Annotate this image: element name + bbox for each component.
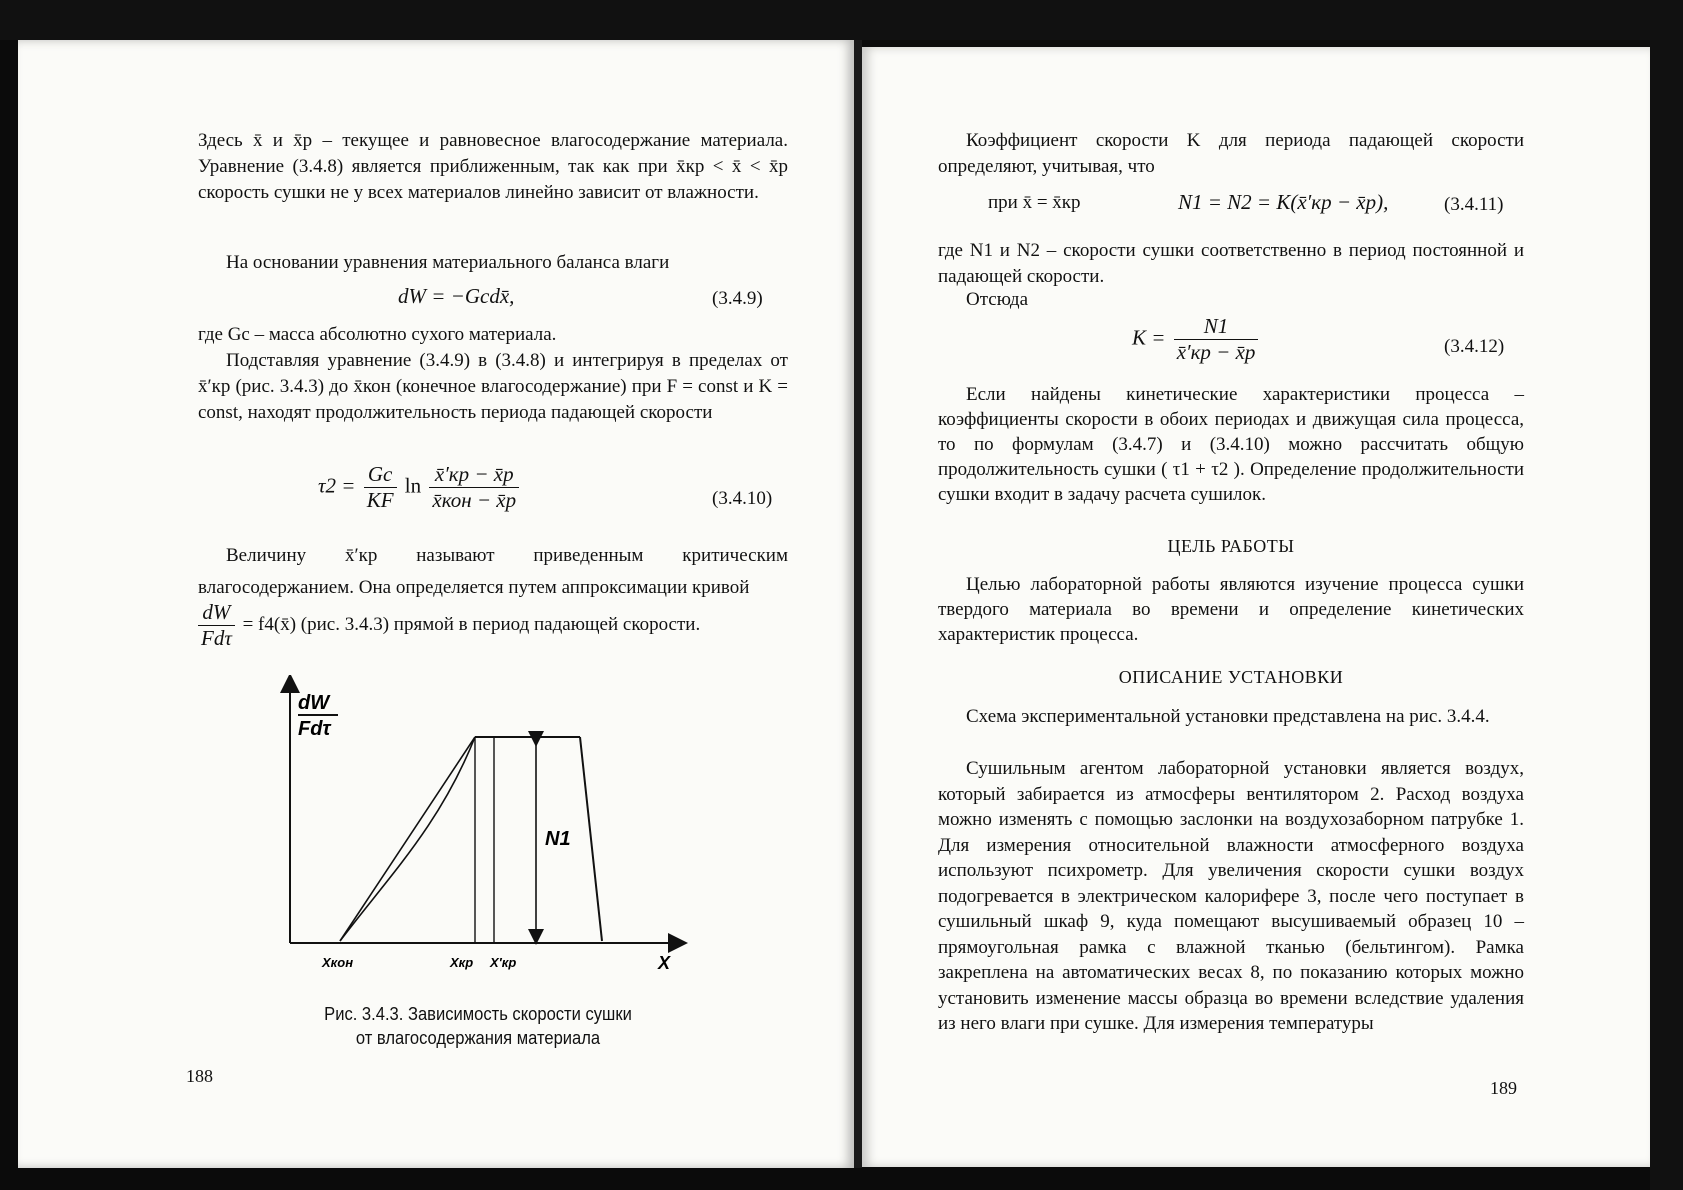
equation-number-3-4-11: (3.4.11) [1444, 194, 1504, 215]
x-axis-label: X [658, 953, 671, 973]
scan-top-edge [0, 0, 1683, 40]
book-gutter [854, 40, 862, 1168]
fraction-numerator: N1 [1174, 314, 1259, 340]
fraction-denominator: x̄кон − x̄p [432, 488, 517, 512]
equation-3-4-11: N1 = N2 = K(x̄′кр − x̄р), [1178, 190, 1389, 214]
right-paragraph-6: Схема экспериментальной установки представлена на рис. 3.4.4. [966, 706, 1490, 727]
fraction-numerator: Gс [364, 462, 397, 488]
equation-3-4-11-condition: при x̄ = x̄кр [988, 192, 1081, 213]
page-number-right: 189 [1490, 1078, 1517, 1098]
falling-edge-line [580, 737, 602, 941]
paragraph-text: = f4(x̄) (рис. 3.4.3) прямой в период падающей скорости. [242, 613, 701, 635]
equation-number-3-4-12: (3.4.12) [1444, 336, 1505, 357]
k-lhs: K = [1132, 325, 1166, 350]
heading-goal: ЦЕЛЬ РАБОТЫ [1167, 536, 1295, 556]
equation-3-4-12 [1132, 314, 1261, 365]
fraction-dw-fdtau [198, 600, 235, 651]
right-paragraph-7: Сушильным агентом лабораторной установки является воздух, который забирается из атмосферы вентилятором 2. Расход воздуха можно изменять с помощью заслонки на воздухозаборном патрубке 1. Для измерения относительной влажности атмосферного воздуха используют психрометр. Для увеличения скорости сушки воздух подогревается в электрическом калорифере 3, после чего поступает в сушильный шкаф 9, куда помещают высушиваемый образец 10 – прямоугольная рамка с влажной тканью (бельтингом). Рамка закреплена на автоматических весах 8, по показанию которых можно установить изменение массы образца во времени вследствие удаления из него влаги при сушке. Для измерения температуры [938, 758, 1524, 1034]
right-paragraph-3: Отсюда [966, 289, 1029, 310]
drying-rate-chart [270, 675, 690, 985]
right-paragraph-4: Если найдены кинетические характеристики процесса – коэффициенты скорости в обоих периодах и движущая сила процесса, то по формулам (3.4.7) и (3.4.10) можно рассчитать общую продолжительность сушки ( τ1 + τ2 ). Определение продолжительности сушки входит в задачу расчета сушилок. [938, 384, 1524, 505]
figure-caption [266, 1002, 689, 1050]
right-paragraph-1: Коэффициент скорости K для периода падающей скорости определяют, учитывая, что [938, 130, 1524, 177]
fraction-denominator: x̄′кр − x̄р [1176, 340, 1256, 364]
left-paragraph-2: На основании уравнения материального баланса влаги [226, 252, 670, 273]
equation-number-3-4-9: (3.4.9) [712, 288, 763, 309]
caption-line-1: Рис. 3.4.3. Зависимость скорости сушки [324, 1004, 632, 1024]
n1-label: N1 [545, 828, 571, 850]
tick-label-xkon: Xкон [322, 955, 354, 970]
tau2-lhs: τ2 = [318, 473, 356, 498]
y-axis-label-denominator: Fdτ [298, 718, 331, 740]
right-paragraph-5: Целью лабораторной работы являются изучение процесса сушки твердого материала во времени и определение кинетических характеристик процесса. [938, 574, 1524, 645]
fraction-numerator: dW [198, 600, 235, 626]
ln-operator: ln [404, 473, 422, 498]
y-axis-label-numerator: dW [298, 692, 330, 714]
scan-right-edge [1650, 40, 1683, 1190]
fraction-denominator: Fdτ [201, 626, 232, 650]
fraction-gc-kf [364, 462, 397, 513]
tick-label-xkr: Xкр [450, 955, 474, 970]
fraction-denominator: KF [366, 488, 394, 512]
equation-3-4-9: dW = −Gсdx̄, [398, 284, 515, 308]
fraction-moisture [429, 462, 519, 513]
fraction-n1 [1174, 314, 1259, 365]
caption-line-2: от влагосодержания материала [355, 1028, 601, 1048]
equation-number-3-4-10: (3.4.10) [712, 488, 773, 509]
heading-setup: ОПИСАНИЕ УСТАНОВКИ [1118, 667, 1344, 687]
left-paragraph-1: Здесь x̄ и x̄р – текущее и равновесное влагосодержание материала. Уравнение (3.4.8) является приближенным, так как при x̄кр < x̄ < x̄р скорость сушки не у всех материалов линейно зависит от влажности. [198, 130, 788, 203]
left-paragraph-5: Величину x̄′кр называют приведенным критическим влагосодержанием. Она определяется путем аппроксимации кривой [198, 545, 788, 598]
fraction-numerator: x̄′кр − x̄p [429, 462, 519, 488]
approximation-line [340, 737, 475, 941]
right-paragraph-2: где N1 и N2 – скорости сушки соответственно в период постоянной и падающей скорости. [938, 240, 1524, 287]
tick-label-xkr-prime: X′кр [490, 955, 517, 970]
page-number-left: 188 [186, 1066, 213, 1086]
left-paragraph-6 [198, 600, 798, 651]
left-paragraph-3: где Gс – масса абсолютно сухого материала. [198, 324, 557, 345]
equation-3-4-10 [318, 462, 522, 513]
left-paragraph-4: Подставляя уравнение (3.4.9) в (3.4.8) и интегрируя в пределах от x̄′кр (рис. 3.4.3) до x̄кон (конечное влагосодержание) при F = const и K = const, находят продолжительность периода падающей скорости [198, 350, 788, 423]
